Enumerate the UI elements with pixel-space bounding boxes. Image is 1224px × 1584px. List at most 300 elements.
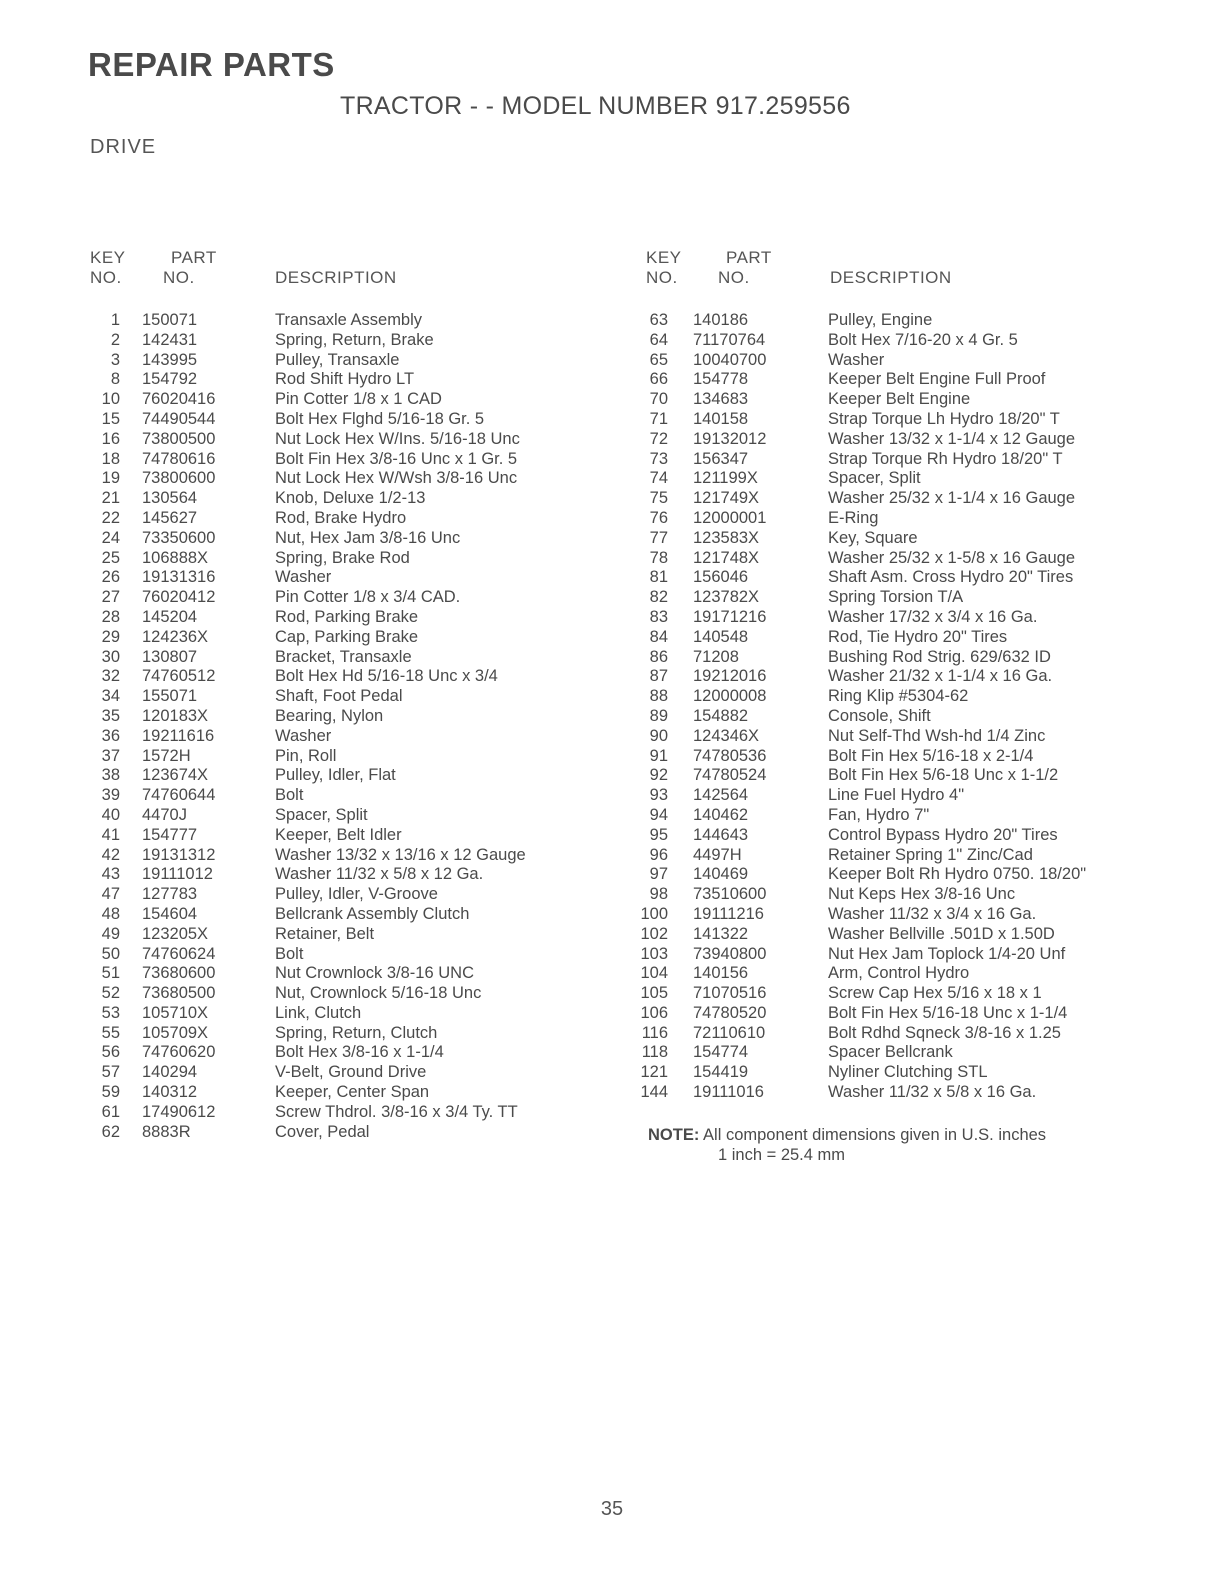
- key-number: 51: [101, 964, 120, 983]
- part-number: 121199X: [693, 469, 758, 488]
- part-row: [82, 925, 602, 945]
- key-number: 93: [649, 786, 668, 805]
- part-row: [82, 549, 602, 569]
- part-description: Bolt Hex 7/16-20 x 4 Gr. 5: [828, 330, 1018, 349]
- part-number: 73350600: [142, 528, 216, 547]
- part-row: [636, 1004, 1156, 1024]
- part-row: [82, 390, 602, 410]
- part-number: 123583X: [693, 528, 760, 547]
- part-number: 150071: [142, 311, 198, 329]
- part-row: [636, 509, 1156, 529]
- part-row: [636, 667, 1156, 687]
- part-description: Link, Clutch: [275, 1003, 362, 1022]
- part-description: Washer: [828, 350, 885, 369]
- part-number: 76020412: [142, 588, 216, 607]
- key-number: 121: [640, 1063, 668, 1082]
- part-number: 106888X: [142, 548, 209, 567]
- key-number: 91: [649, 746, 668, 765]
- part-number: 76020416: [142, 390, 216, 409]
- part-row: [636, 727, 1156, 747]
- part-number: 74780616: [142, 449, 216, 468]
- part-description: Washer 25/32 x 1-5/8 x 16 Gauge: [828, 548, 1076, 567]
- part-row: [82, 370, 602, 390]
- part-number: 144643: [693, 825, 749, 844]
- key-number: 41: [101, 825, 120, 844]
- part-number: 140462: [693, 805, 749, 824]
- part-number: 73680600: [142, 964, 216, 983]
- part-number: 123782X: [693, 588, 760, 607]
- key-number: 10: [101, 390, 120, 409]
- part-row: [636, 1063, 1156, 1083]
- part-number: 142431: [142, 330, 198, 349]
- part-description: Nyliner Clutching STL: [828, 1063, 988, 1082]
- key-number: 34: [101, 687, 120, 706]
- key-number: 30: [101, 647, 120, 666]
- key-number: 56: [101, 1043, 120, 1062]
- key-number: 26: [101, 568, 120, 587]
- part-row: [82, 331, 602, 351]
- part-description: Console, Shift: [828, 706, 931, 725]
- part-row: [82, 509, 602, 529]
- part-description: Washer: [275, 726, 332, 745]
- part-description: Bracket, Transaxle: [275, 647, 412, 666]
- part-row: [82, 489, 602, 509]
- part-number: 73940800: [693, 944, 767, 963]
- part-row: [82, 311, 602, 331]
- part-number: 123205X: [142, 924, 209, 943]
- part-description: Washer Bellville .501D x 1.50D: [828, 924, 1055, 943]
- part-description: V-Belt, Ground Drive: [275, 1063, 427, 1082]
- part-number: 17490612: [142, 1102, 216, 1121]
- part-number: 19131316: [142, 568, 216, 587]
- part-description: Cap, Parking Brake: [275, 627, 419, 646]
- part-row: [82, 529, 602, 549]
- part-description: Nut, Hex Jam 3/8-16 Unc: [275, 528, 461, 547]
- part-description: Bushing Rod Strig. 629/632 ID: [828, 647, 1051, 666]
- part-description: Bolt Fin Hex 5/6-18 Unc x 1-1/2: [828, 766, 1059, 785]
- part-description: Pulley, Engine: [828, 311, 933, 329]
- part-row: [636, 806, 1156, 826]
- part-number: 105709X: [142, 1023, 209, 1042]
- key-number: 75: [649, 489, 668, 508]
- part-description: Retainer, Belt: [275, 924, 375, 943]
- part-row: [82, 450, 602, 470]
- part-number: 140156: [693, 964, 749, 983]
- part-description: Bolt Hex Hd 5/16-18 Unc x 3/4: [275, 667, 498, 686]
- part-description: Knob, Deluxe 1/2-13: [275, 489, 426, 508]
- part-description: Spring, Return, Clutch: [275, 1023, 438, 1042]
- part-row: [636, 351, 1156, 371]
- key-number: 97: [649, 865, 668, 884]
- part-row: [82, 568, 602, 588]
- part-description: Pulley, Transaxle: [275, 350, 400, 369]
- part-description: Bearing, Nylon: [275, 706, 384, 725]
- part-description: Bolt Rdhd Sqneck 3/8-16 x 1.25: [828, 1023, 1061, 1042]
- part-description: Washer 17/32 x 3/4 x 16 Ga.: [828, 607, 1038, 626]
- left-description-header: DESCRIPTION: [275, 268, 397, 287]
- key-number: 76: [649, 508, 668, 527]
- part-row: [82, 885, 602, 905]
- part-description: Spring, Return, Brake: [275, 330, 434, 349]
- part-description: Pin Cotter 1/8 x 3/4 CAD.: [275, 588, 461, 607]
- part-number: 12000001: [693, 508, 767, 527]
- model-subtitle: TRACTOR - - MODEL NUMBER 917.259556: [340, 92, 851, 120]
- part-description: Nut, Crownlock 5/16-18 Unc: [275, 984, 482, 1003]
- part-description: Bolt Hex 3/8-16 x 1-1/4: [275, 1043, 444, 1062]
- key-number: 77: [649, 528, 668, 547]
- part-row: [636, 588, 1156, 608]
- key-number: 84: [649, 627, 668, 646]
- part-number: 145204: [142, 607, 198, 626]
- part-description: Pin Cotter 1/8 x 1 CAD: [275, 390, 442, 409]
- part-number: 154774: [693, 1043, 749, 1062]
- part-number: 73680500: [142, 984, 216, 1003]
- part-description: Keeper Belt Engine Full Proof: [828, 370, 1046, 389]
- part-description: Bellcrank Assembly Clutch: [275, 904, 470, 923]
- part-description: Washer 11/32 x 5/8 x 12 Ga.: [275, 865, 484, 884]
- part-row: [82, 984, 602, 1004]
- part-description: Spring Torsion T/A: [828, 588, 964, 607]
- part-description: Washer 11/32 x 5/8 x 16 Ga.: [828, 1083, 1037, 1102]
- part-row: [82, 1083, 602, 1103]
- key-number: 106: [640, 1003, 668, 1022]
- part-description: Control Bypass Hydro 20" Tires: [828, 825, 1058, 844]
- part-row: [82, 469, 602, 489]
- part-description: Nut Hex Jam Toplock 1/4-20 Unf: [828, 944, 1066, 963]
- part-description: Bolt Fin Hex 3/8-16 Unc x 1 Gr. 5: [275, 449, 518, 468]
- key-number: 96: [649, 845, 668, 864]
- key-number: 32: [101, 667, 120, 686]
- part-description: Bolt: [275, 786, 304, 805]
- part-number: 140294: [142, 1063, 198, 1082]
- part-description: Line Fuel Hydro 4": [828, 786, 965, 805]
- part-number: 123674X: [142, 766, 209, 785]
- part-row: [82, 707, 602, 727]
- right-key-header: KEY NO.: [646, 248, 682, 287]
- part-description: Nut Lock Hex W/Ins. 5/16-18 Unc: [275, 429, 520, 448]
- key-number: 71: [649, 409, 668, 428]
- key-number: 74: [649, 469, 668, 488]
- left-part-header: PART NO.: [163, 248, 217, 287]
- part-row: [636, 984, 1156, 1004]
- key-number: 36: [101, 726, 120, 745]
- part-number: 19171216: [693, 607, 767, 626]
- part-number: 19212016: [693, 667, 767, 686]
- part-row: [636, 450, 1156, 470]
- part-description: Nut Keps Hex 3/8-16 Unc: [828, 885, 1016, 904]
- part-description: Keeper, Belt Idler: [275, 825, 402, 844]
- page-title: REPAIR PARTS: [88, 46, 335, 83]
- key-number: 105: [640, 984, 668, 1003]
- key-number: 8: [110, 370, 120, 389]
- right-parts-list: [636, 311, 1156, 1103]
- part-row: [636, 331, 1156, 351]
- part-row: [82, 1024, 602, 1044]
- key-number: 72: [649, 429, 668, 448]
- part-number: 127783: [142, 885, 198, 904]
- part-row: [82, 588, 602, 608]
- key-number: 87: [649, 667, 668, 686]
- part-number: 130807: [142, 647, 198, 666]
- part-description: Rod, Tie Hydro 20" Tires: [828, 627, 1008, 646]
- part-number: 71070516: [693, 984, 767, 1003]
- part-number: 74490544: [142, 409, 216, 428]
- part-description: Rod, Brake Hydro: [275, 508, 407, 527]
- key-number: 78: [649, 548, 668, 567]
- part-row: [82, 747, 602, 767]
- part-number: 141322: [693, 924, 749, 943]
- key-number: 98: [649, 885, 668, 904]
- part-number: 10040700: [693, 350, 767, 369]
- key-number: 89: [649, 706, 668, 725]
- note: [648, 1126, 1046, 1146]
- part-row: [636, 786, 1156, 806]
- part-number: 124236X: [142, 627, 209, 646]
- key-number: 29: [101, 627, 120, 646]
- part-description: Washer 13/32 x 13/16 x 12 Gauge: [275, 845, 526, 864]
- part-description: Nut Self-Thd Wsh-hd 1/4 Zinc: [828, 726, 1046, 745]
- key-number: 42: [101, 845, 120, 864]
- part-row: [82, 1043, 602, 1063]
- part-number: 74760644: [142, 786, 216, 805]
- part-row: [636, 628, 1156, 648]
- part-number: 19111012: [142, 865, 213, 884]
- part-description: Strap Torque Rh Hydro 18/20" T: [828, 449, 1063, 468]
- key-number: 48: [101, 904, 120, 923]
- part-number: 140186: [693, 311, 749, 329]
- part-row: [82, 430, 602, 450]
- part-description: Screw Cap Hex 5/16 x 18 x 1: [828, 984, 1042, 1003]
- part-number: 4497H: [693, 845, 742, 864]
- part-row: [636, 311, 1156, 331]
- part-row: [82, 1103, 602, 1123]
- key-number: 53: [101, 1003, 120, 1022]
- key-number: 35: [101, 706, 120, 725]
- part-row: [82, 648, 602, 668]
- part-number: 121748X: [693, 548, 760, 567]
- part-description: Key, Square: [828, 528, 918, 547]
- part-row: [636, 826, 1156, 846]
- part-number: 72110610: [693, 1023, 766, 1042]
- part-description: Rod Shift Hydro LT: [275, 370, 415, 389]
- key-number: 73: [649, 449, 668, 468]
- key-number: 100: [640, 904, 668, 923]
- key-number: 118: [641, 1043, 668, 1062]
- part-number: 154777: [142, 825, 198, 844]
- part-number: 156046: [693, 568, 749, 587]
- part-description: Retainer Spring 1" Zinc/Cad: [828, 845, 1033, 864]
- part-description: Washer 13/32 x 1-1/4 x 12 Gauge: [828, 429, 1076, 448]
- key-number: 94: [649, 805, 668, 824]
- part-description: Shaft Asm. Cross Hydro 20" Tires: [828, 568, 1074, 587]
- part-number: 74760620: [142, 1043, 216, 1062]
- part-row: [636, 1083, 1156, 1103]
- part-row: [636, 568, 1156, 588]
- part-number: 143995: [142, 350, 198, 369]
- part-number: 71170764: [693, 330, 766, 349]
- part-description: Keeper Bolt Rh Hydro 0750. 18/20": [828, 865, 1087, 884]
- part-row: [636, 865, 1156, 885]
- key-number: 57: [101, 1063, 120, 1082]
- key-number: 47: [101, 885, 120, 904]
- part-description: Arm, Control Hydro: [828, 964, 970, 983]
- key-number: 63: [649, 311, 668, 329]
- key-number: 144: [640, 1083, 668, 1102]
- part-row: [636, 945, 1156, 965]
- part-row: [636, 925, 1156, 945]
- part-number: 140469: [693, 865, 749, 884]
- part-description: Rod, Parking Brake: [275, 607, 419, 626]
- key-number: 49: [101, 924, 120, 943]
- key-number: 64: [649, 330, 668, 349]
- key-number: 82: [649, 588, 668, 607]
- part-number: 140548: [693, 627, 749, 646]
- part-description: Spacer Bellcrank: [828, 1043, 953, 1062]
- key-number: 40: [101, 805, 120, 824]
- part-description: Screw Thdrol. 3/8-16 x 3/4 Ty. TT: [275, 1102, 518, 1121]
- part-number: 121749X: [693, 489, 760, 508]
- key-number: 61: [101, 1102, 120, 1121]
- part-number: 8883R: [142, 1122, 191, 1141]
- key-number: 2: [110, 330, 120, 349]
- part-row: [636, 529, 1156, 549]
- part-description: Washer 25/32 x 1-1/4 x 16 Gauge: [828, 489, 1076, 508]
- key-number: 27: [101, 588, 120, 607]
- part-row: [636, 390, 1156, 410]
- part-description: Keeper, Center Span: [275, 1083, 430, 1102]
- part-number: 73800600: [142, 469, 216, 488]
- key-number: 104: [640, 964, 668, 983]
- part-row: [636, 1024, 1156, 1044]
- part-row: [82, 628, 602, 648]
- key-number: 55: [101, 1023, 120, 1042]
- key-number: 65: [649, 350, 668, 369]
- part-row: [636, 608, 1156, 628]
- key-number: 16: [101, 429, 120, 448]
- part-row: [82, 826, 602, 846]
- part-number: 74760624: [142, 944, 216, 963]
- part-description: Bolt Hex Flghd 5/16-18 Gr. 5: [275, 409, 485, 428]
- part-number: 154604: [142, 904, 198, 923]
- part-description: Strap Torque Lh Hydro 18/20" T: [828, 409, 1060, 428]
- part-description: Washer: [275, 568, 332, 587]
- part-row: [82, 1004, 602, 1024]
- part-description: Cover, Pedal: [275, 1122, 370, 1141]
- part-description: Fan, Hydro 7": [828, 805, 930, 824]
- part-number: 74780520: [693, 1003, 767, 1022]
- part-row: [636, 430, 1156, 450]
- part-description: Washer 21/32 x 1-1/4 x 16 Ga.: [828, 667, 1053, 686]
- part-number: 154792: [142, 370, 198, 389]
- part-number: 154882: [693, 706, 749, 725]
- key-number: 1: [110, 311, 120, 329]
- part-number: 145627: [142, 508, 198, 527]
- part-row: [82, 945, 602, 965]
- part-description: Washer 11/32 x 3/4 x 16 Ga.: [828, 904, 1037, 923]
- key-number: 19: [101, 469, 120, 488]
- part-row: [82, 846, 602, 866]
- part-row: [636, 549, 1156, 569]
- note-text: All component dimensions given in U.S. inches: [703, 1126, 1047, 1144]
- part-number: 142564: [693, 786, 749, 805]
- part-number: 155071: [142, 687, 198, 706]
- key-number: 66: [649, 370, 668, 389]
- key-number: 62: [101, 1122, 120, 1141]
- key-number: 18: [101, 449, 120, 468]
- part-row: [636, 905, 1156, 925]
- right-part-header: PART NO.: [718, 248, 772, 287]
- part-row: [636, 885, 1156, 905]
- key-number: 86: [649, 647, 668, 666]
- key-number: 38: [101, 766, 120, 785]
- part-number: 19111016: [693, 1083, 764, 1102]
- part-row: [636, 370, 1156, 390]
- part-row: [636, 747, 1156, 767]
- key-number: 103: [640, 944, 668, 963]
- part-row: [636, 489, 1156, 509]
- key-number: 88: [649, 687, 668, 706]
- key-number: 70: [649, 390, 668, 409]
- key-number: 50: [101, 944, 120, 963]
- part-row: [636, 1043, 1156, 1063]
- key-number: 83: [649, 607, 668, 626]
- part-number: 73510600: [693, 885, 767, 904]
- part-row: [82, 806, 602, 826]
- key-number: 59: [101, 1083, 120, 1102]
- key-number: 116: [641, 1023, 668, 1042]
- key-number: 3: [110, 350, 120, 369]
- key-number: 25: [101, 548, 120, 567]
- key-number: 22: [101, 508, 120, 527]
- left-parts-list: [82, 311, 602, 1142]
- part-row: [82, 766, 602, 786]
- part-row: [82, 964, 602, 984]
- part-row: [636, 410, 1156, 430]
- part-row: [636, 648, 1156, 668]
- part-number: 74780536: [693, 746, 767, 765]
- page-number: 35: [600, 1498, 624, 1520]
- part-number: 120183X: [142, 706, 209, 725]
- part-description: Pulley, Idler, Flat: [275, 766, 396, 785]
- part-description: Bolt Fin Hex 5/16-18 Unc x 1-1/4: [828, 1003, 1068, 1022]
- part-number: 73800500: [142, 429, 216, 448]
- part-number: 74760512: [142, 667, 216, 686]
- key-number: 81: [649, 568, 668, 587]
- note-label: NOTE:: [648, 1126, 700, 1144]
- key-number: 24: [101, 528, 120, 547]
- key-number: 102: [640, 924, 668, 943]
- part-description: Transaxle Assembly: [275, 311, 423, 329]
- part-number: 156347: [693, 449, 749, 468]
- part-row: [82, 865, 602, 885]
- part-number: 19132012: [693, 429, 767, 448]
- part-number: 154778: [693, 370, 749, 389]
- part-row: [636, 964, 1156, 984]
- part-number: 19131312: [142, 845, 216, 864]
- part-number: 105710X: [142, 1003, 209, 1022]
- part-description: Ring Klip #5304-62: [828, 687, 969, 706]
- part-row: [636, 687, 1156, 707]
- part-description: Bolt Fin Hex 5/16-18 x 2-1/4: [828, 746, 1034, 765]
- part-row: [82, 687, 602, 707]
- part-row: [82, 905, 602, 925]
- part-description: Pin, Roll: [275, 746, 337, 765]
- key-number: 21: [101, 489, 120, 508]
- part-number: 1572H: [142, 746, 191, 765]
- key-number: 95: [649, 825, 668, 844]
- part-number: 134683: [693, 390, 749, 409]
- part-description: Bolt: [275, 944, 304, 963]
